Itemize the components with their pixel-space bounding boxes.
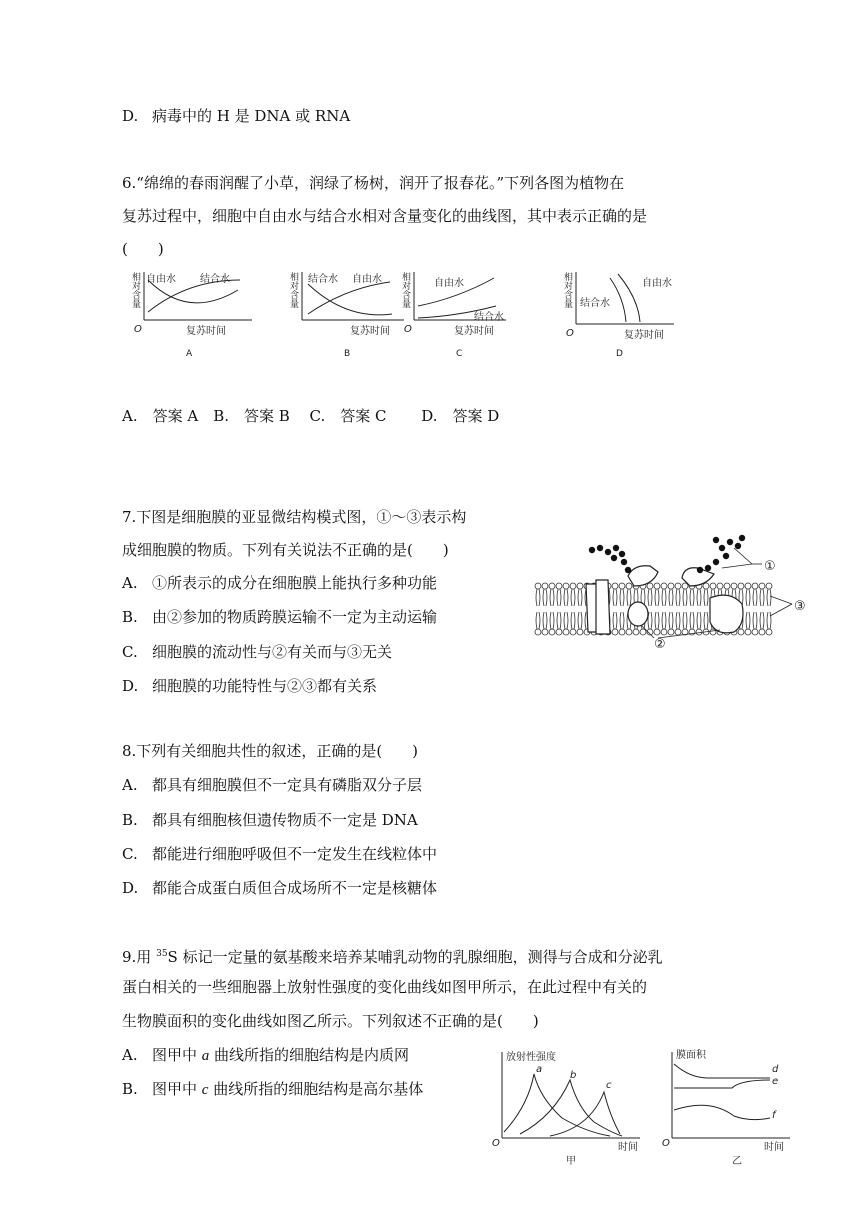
q9-graph-jia [490, 1046, 650, 1166]
phospholipid-tail [753, 589, 757, 606]
svg-text:时间: 时间 [618, 1142, 638, 1153]
phospholipid-tail [620, 589, 624, 606]
phospholipid-tail [627, 589, 631, 606]
phospholipid-tail [648, 589, 652, 606]
phospholipid-head [717, 583, 723, 589]
phospholipid-head [724, 583, 730, 589]
phospholipid-head [661, 583, 667, 589]
phospholipid-tail [536, 612, 540, 629]
svg-text:含: 含 [290, 291, 300, 301]
svg-text:O: O [404, 324, 412, 335]
phospholipid-head [542, 583, 548, 589]
phospholipid-tail [683, 589, 687, 606]
phospholipid-head [654, 629, 660, 635]
svg-text:C: C [456, 349, 463, 359]
phospholipid-head [710, 583, 716, 589]
svg-text:相: 相 [132, 273, 142, 283]
phospholipid-tail [704, 589, 708, 606]
phospholipid-tail [746, 589, 750, 606]
svg-text:膜面积: 膜面积 [676, 1050, 706, 1061]
phospholipid-head [752, 629, 758, 635]
svg-text:a: a [536, 1064, 543, 1075]
svg-text:相: 相 [290, 273, 300, 283]
q6-stem-line2: 复苏过程中，细胞中自由水与结合水相对含量变化的曲线图，其中表示正确的是 [122, 207, 648, 225]
svg-text:乙: 乙 [732, 1156, 742, 1166]
phospholipid-head [766, 583, 772, 589]
q6-graph-c [398, 268, 510, 360]
phospholipid-head [738, 583, 744, 589]
phospholipid-tail [578, 612, 582, 629]
phospholipid-tail [662, 612, 666, 629]
svg-text:含: 含 [564, 291, 574, 301]
svg-text:O: O [566, 328, 574, 339]
svg-text:f: f [772, 1110, 776, 1121]
phospholipid-head [696, 629, 702, 635]
svg-text:复苏时间: 复苏时间 [454, 326, 494, 337]
q9-option-b: B. 图甲中 c 曲线所指的细胞结构是高尔基体 [122, 1080, 424, 1098]
phospholipid-head [612, 583, 618, 589]
svg-text:结合水: 结合水 [200, 274, 230, 285]
svg-text:O: O [492, 1138, 500, 1149]
phospholipid-tail [543, 589, 547, 606]
q9-option-a: A. 图甲中 a 曲线所指的细胞结构是内质网 [122, 1046, 410, 1064]
phospholipid-tail [557, 589, 561, 606]
svg-text:含: 含 [132, 291, 142, 301]
svg-text:复苏时间: 复苏时间 [624, 330, 664, 341]
phospholipid-tail [571, 612, 575, 629]
phospholipid-tail [753, 612, 757, 629]
phospholipid-head [626, 629, 632, 635]
phospholipid-tail [767, 589, 771, 606]
phospholipid-tail [536, 589, 540, 606]
phospholipid-head [563, 629, 569, 635]
svg-text:B: B [344, 349, 351, 359]
phospholipid-tail [620, 612, 624, 629]
svg-text:对: 对 [402, 282, 412, 292]
q8-option-c: C. 都能进行细胞呼吸但不一定发生在线粒体中 [122, 845, 438, 863]
q7-option-b: B. 由②参加的物质跨膜运输不一定为主动运输 [122, 608, 438, 626]
q8-stem: 8.下列有关细胞共性的叙述，正确的是( ) [122, 742, 419, 760]
phospholipid-head [766, 629, 772, 635]
phospholipid-head [759, 629, 765, 635]
phospholipid-tail [543, 612, 547, 629]
phospholipid-head [612, 629, 618, 635]
svg-text:结合水: 结合水 [474, 312, 504, 323]
phospholipid-head [535, 583, 541, 589]
phospholipid-tail [571, 589, 575, 606]
svg-text:结合水: 结合水 [580, 298, 610, 309]
svg-text:d: d [772, 1064, 779, 1075]
q7-stem-line1: 7.下图是细胞膜的亚显微结构模式图，①～③表示构 [122, 508, 467, 526]
phospholipid-head [703, 583, 709, 589]
svg-text:c: c [606, 1080, 612, 1091]
q7-option-c: C. 细胞膜的流动性与②有关而与③无关 [122, 643, 393, 661]
phospholipid-tail [613, 589, 617, 606]
membrane-diagram [530, 534, 820, 654]
phospholipid-head [745, 583, 751, 589]
svg-text:e: e [772, 1076, 779, 1087]
svg-text:结合水: 结合水 [308, 274, 338, 285]
phospholipid-tail [648, 612, 652, 629]
svg-text:量: 量 [564, 300, 574, 310]
q6-graph-a [128, 268, 258, 360]
phospholipid-tail [669, 612, 673, 629]
phospholipid-head [619, 583, 625, 589]
q6-graph-d [560, 268, 680, 360]
phospholipid-tail [767, 612, 771, 629]
phospholipid-tail [697, 589, 701, 606]
phospholipid-head [633, 629, 639, 635]
phospholipid-tail [550, 589, 554, 606]
phospholipid-head [668, 629, 674, 635]
phospholipid-head [577, 583, 583, 589]
svg-text:复苏时间: 复苏时间 [350, 326, 390, 337]
phospholipid-head [563, 583, 569, 589]
svg-text:量: 量 [290, 300, 300, 310]
phospholipid-tail [655, 612, 659, 629]
phospholipid-head [759, 583, 765, 589]
q8-option-b: B. 都具有细胞核但遗传物质不一定是 DNA [122, 811, 418, 829]
q8-option-a: A. 都具有细胞膜但不一定具有磷脂双分子层 [122, 776, 423, 794]
svg-text:②: ② [654, 637, 666, 652]
phospholipid-tail [613, 612, 617, 629]
svg-text:自由水: 自由水 [146, 274, 176, 285]
phospholipid-head [668, 583, 674, 589]
q9-stem-line3: 生物膜面积的变化曲线如图乙所示。下列叙述不正确的是( ) [122, 1012, 539, 1030]
phospholipid-head [731, 583, 737, 589]
svg-text:甲: 甲 [566, 1156, 576, 1166]
phospholipid-tail [662, 589, 666, 606]
q9-stem-line2: 蛋白相关的一些细胞器上放射性强度的变化曲线如图甲所示，在此过程中有关的 [122, 978, 648, 996]
svg-text:③: ③ [794, 599, 806, 614]
svg-text:复苏时间: 复苏时间 [186, 326, 226, 337]
phospholipid-head [626, 583, 632, 589]
phospholipid-head [640, 629, 646, 635]
phospholipid-tail [697, 612, 701, 629]
svg-text:D: D [616, 349, 623, 359]
phospholipid-head [654, 583, 660, 589]
phospholipid-head [556, 629, 562, 635]
q9-stem-line1: 9.用 $^{35}$S 标记一定量的氨基酸来培养某哺乳动物的乳腺细胞，测得与合成和分泌乳 [122, 948, 663, 966]
q6-options: A. 答案 A B. 答案 B C. 答案 C D. 答案 D [122, 407, 500, 425]
svg-text:O: O [134, 324, 142, 335]
phospholipid-tail [564, 612, 568, 629]
svg-text:b: b [570, 1070, 577, 1081]
phospholipid-tail [578, 589, 582, 606]
phospholipid-head [556, 583, 562, 589]
q6-stem-line3: ( ) [122, 240, 164, 258]
phospholipid-head [619, 629, 625, 635]
q5-option-d: D. 病毒中的 H 是 DNA 或 RNA [122, 107, 351, 125]
svg-text:对: 对 [132, 282, 142, 292]
phospholipid-head [577, 629, 583, 635]
phospholipid-tail [690, 589, 694, 606]
svg-text:量: 量 [132, 300, 142, 310]
svg-text:①: ① [764, 559, 776, 574]
phospholipid-head [661, 629, 667, 635]
phospholipid-tail [676, 612, 680, 629]
phospholipid-tail [669, 589, 673, 606]
q7-option-d: D. 细胞膜的功能特性与②③都有关系 [122, 677, 378, 695]
q9-graph-yi [660, 1046, 800, 1166]
phospholipid-head [549, 629, 555, 635]
svg-text:对: 对 [564, 282, 574, 292]
q7-stem-line2: 成细胞膜的物质。下列有关说法不正确的是( ) [122, 541, 449, 559]
phospholipid-head [647, 583, 653, 589]
svg-text:自由水: 自由水 [642, 278, 672, 289]
phospholipid-tail [676, 589, 680, 606]
q6-stem-line1: 6.“绵绵的春雨润醒了小草，润绿了杨树，润开了报春花。”下列各图为植物在 [122, 174, 625, 192]
phospholipid-tail [655, 589, 659, 606]
phospholipid-head [745, 629, 751, 635]
phospholipid-tail [683, 612, 687, 629]
phospholipid-tail [704, 612, 708, 629]
q6-graph-b [286, 268, 410, 360]
svg-text:O: O [662, 1138, 670, 1149]
phospholipid-head [570, 583, 576, 589]
phospholipid-head [549, 583, 555, 589]
phospholipid-head [752, 583, 758, 589]
phospholipid-tail [550, 612, 554, 629]
svg-text:含: 含 [402, 291, 412, 301]
phospholipid-head [675, 583, 681, 589]
phospholipid-tail [690, 612, 694, 629]
phospholipid-head [675, 629, 681, 635]
phospholipid-tail [760, 612, 764, 629]
svg-text:A: A [186, 349, 193, 359]
phospholipid-head [535, 629, 541, 635]
svg-text:放射性强度: 放射性强度 [506, 1052, 556, 1063]
phospholipid-head [542, 629, 548, 635]
svg-text:量: 量 [402, 300, 412, 310]
phospholipid-tail [557, 612, 561, 629]
phospholipid-head [570, 629, 576, 635]
svg-text:自由水: 自由水 [352, 274, 382, 285]
svg-text:对: 对 [290, 282, 300, 292]
svg-text:相: 相 [564, 273, 574, 283]
svg-text:时间: 时间 [764, 1142, 784, 1153]
q7-option-a: A. ①所表示的成分在细胞膜上能执行多种功能 [122, 574, 438, 592]
q8-option-d: D. 都能合成蛋白质但合成场所不一定是核糖体 [122, 879, 438, 897]
phospholipid-tail [760, 589, 764, 606]
svg-text:自由水: 自由水 [434, 278, 464, 289]
phospholipid-head [738, 629, 744, 635]
svg-text:相: 相 [402, 273, 412, 283]
phospholipid-tail [746, 612, 750, 629]
phospholipid-tail [564, 589, 568, 606]
